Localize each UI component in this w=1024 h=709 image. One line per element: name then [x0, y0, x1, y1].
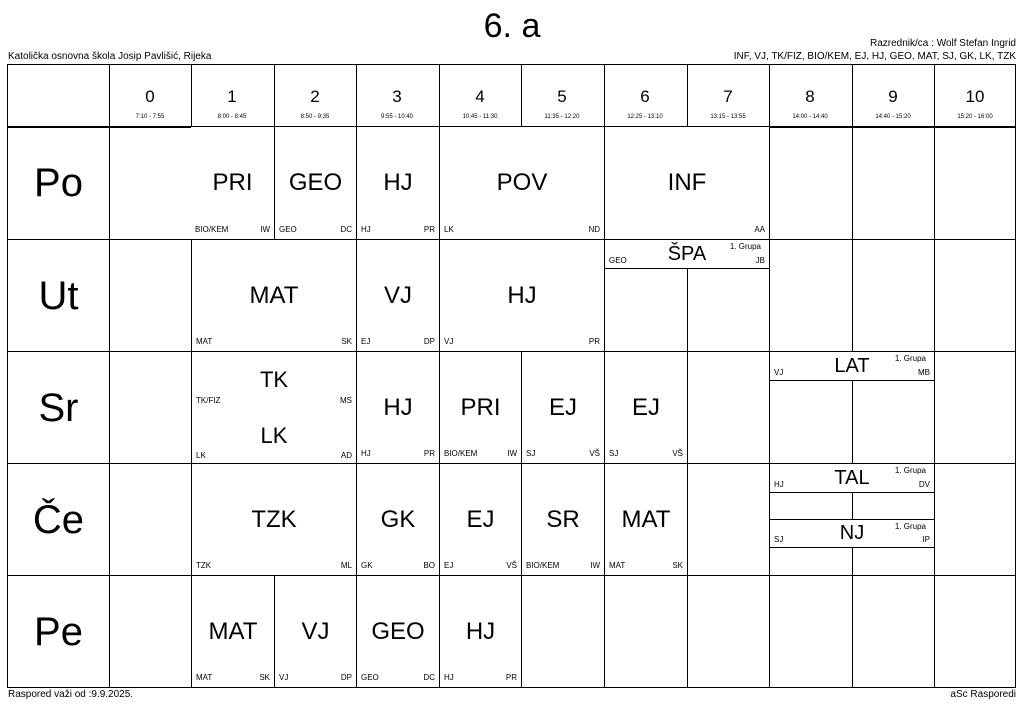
period-header: 10 15:20 - 16:00: [957, 87, 993, 120]
lesson-cell-group[interactable]: LAT VJ MB 1. Grupa: [769, 352, 935, 381]
lesson-cell[interactable]: MAT MAT SK: [191, 240, 357, 351]
lesson-cell[interactable]: GEO GEO DC: [274, 127, 357, 239]
lesson-cell-group[interactable]: NJ SJ IP 1. Grupa: [769, 519, 935, 548]
lesson-cell-group[interactable]: TAL HJ DV 1. Grupa: [769, 464, 935, 493]
period-header: 1 8:00 - 8:45: [217, 87, 247, 120]
lesson-cell-group[interactable]: TK TK/FIZ MS: [191, 352, 357, 409]
period-header: 9 14:40 - 15:20: [875, 87, 911, 120]
day-label: Sr: [38, 385, 79, 430]
timetable-grid: [7, 64, 1016, 688]
lesson-cell[interactable]: HJ HJ PR: [356, 352, 440, 463]
lesson-cell[interactable]: EJ EJ VŠ: [439, 464, 522, 575]
lesson-cell[interactable]: TZK TZK ML: [191, 464, 357, 575]
lesson-cell[interactable]: SR BIO/KEM IW: [521, 464, 605, 575]
period-header: 0 7:10 - 7:55: [135, 87, 165, 120]
period-header: 7 13:15 - 13:55: [710, 87, 746, 120]
day-label: Po: [34, 160, 83, 205]
lesson-cell[interactable]: HJ HJ PR: [356, 127, 440, 239]
day-label: Ut: [38, 273, 79, 318]
lesson-cell[interactable]: HJ HJ PR: [439, 576, 522, 687]
subjects-list: INF, VJ, TK/FIZ, BIO/KEM, EJ, HJ, GEO, MAT, SJ, GK, LK, TZK: [733, 51, 1016, 62]
period-header: 4 10:45 - 11:30: [462, 87, 498, 120]
lesson-cell[interactable]: GK GK BO: [356, 464, 440, 575]
lesson-cell[interactable]: GEO GEO DC: [356, 576, 440, 687]
day-label: Če: [32, 497, 85, 542]
lesson-cell[interactable]: MAT MAT SK: [191, 576, 275, 687]
lesson-cell[interactable]: VJ VJ DP: [274, 576, 357, 687]
software-credit: aSc Rasporedi: [950, 689, 1016, 700]
lesson-cell[interactable]: MAT MAT SK: [604, 464, 688, 575]
lesson-cell[interactable]: POV LK ND: [439, 127, 605, 239]
period-header: 6 12:25 - 13:10: [627, 87, 663, 120]
lesson-cell[interactable]: HJ VJ PR: [439, 240, 605, 351]
class-teacher: Razrednik/ca : Wolf Stefan Ingrid: [870, 38, 1016, 49]
school-name: Katolička osnovna škola Josip Pavlišić, Rijeka: [8, 51, 212, 62]
period-header: 5 11:35 - 12:20: [544, 87, 580, 120]
lesson-cell[interactable]: INF AA: [604, 127, 770, 239]
lesson-cell[interactable]: EJ SJ VŠ: [604, 352, 688, 463]
class-title: 6. a: [483, 7, 541, 45]
lesson-cell[interactable]: EJ SJ VŠ: [521, 352, 605, 463]
day-label: Pe: [34, 609, 83, 654]
valid-from: Raspored važi od :9.9.2025.: [8, 689, 134, 700]
lesson-cell[interactable]: PRI BIO/KEM IW: [191, 127, 274, 239]
period-header: 2 8:50 - 9:35: [300, 87, 330, 120]
lesson-cell-group[interactable]: ŠPA GEO JB 1. Grupa: [604, 240, 770, 269]
period-header: 3 9:55 - 10:40: [380, 87, 414, 120]
period-header: 8 14:00 - 14:40: [792, 87, 828, 120]
lesson-cell-group[interactable]: LK LK AD: [191, 408, 357, 463]
lesson-cell[interactable]: PRI BIO/KEM IW: [439, 352, 522, 463]
lesson-cell[interactable]: VJ EJ DP: [356, 240, 440, 351]
